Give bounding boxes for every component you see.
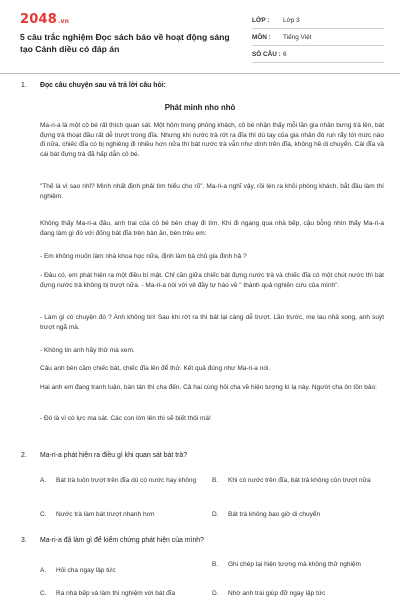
answer-option-c[interactable]	[40, 510, 200, 519]
document-meta	[252, 12, 384, 63]
option-letter: A.	[40, 477, 47, 484]
answer-option-a[interactable]	[40, 566, 200, 575]
story-paragraph: - Đâu có, em phát hiện ra một điều bí mật. Chỉ cần giữa chiếc bát đựng nước trà và chiếc đĩa có một chút nước thì bát đựng nước trà không bị trượt nữa. - Ma-ri-a nói với vẻ đầy tự hào về " thành quả nghiên cứu của mình".	[40, 272, 384, 289]
meta-key: SỐ CÂU :	[252, 50, 281, 58]
story-paragraph: Hai anh em đang tranh luận, bàn tán thì cha đến. Cả hai cùng hỏi cha về hiện tượng kì lạ này. Người cha ôn tồn bảo:	[40, 384, 377, 391]
question-prompt: Ma-ri-a đã làm gì để kiểm chứng phát hiện của mình?	[40, 537, 204, 544]
option-letter: B.	[212, 561, 219, 568]
document-title: 5 câu trắc nghiệm Đọc sách báo về hoạt động sáng tạo Cánh diều có đáp án	[20, 32, 230, 54]
meta-row-grade	[252, 12, 384, 29]
logo-main: 2048	[20, 12, 57, 27]
option-text: Ra nhà bếp và làm thí nghiệm với bát đĩa	[56, 590, 176, 597]
meta-row-subject	[252, 29, 384, 46]
story-paragraph: "Thế là vì sao nhỉ? Mình nhất định phải tìm hiểu cho rõ". Ma-ri-a nghĩ vậy, rồi lén ra khỏi phòng khách, bắt đầu làm thí nghiệm.	[40, 183, 384, 200]
answer-option-a[interactable]	[40, 476, 200, 485]
answer-option-d[interactable]	[212, 589, 372, 598]
question-prompt: Ma-ri-a phát hiện ra điều gì khi quan sát bát trà?	[40, 452, 188, 459]
meta-key: MÔN :	[252, 33, 271, 41]
question-prompt: Đọc câu chuyện sau và trả lời câu hỏi:	[40, 82, 166, 89]
logo-suffix: .vn	[57, 18, 70, 25]
meta-value: 6	[283, 50, 287, 58]
story-title: Phát minh nho nhỏ	[164, 103, 236, 112]
meta-value: Tiếng Việt	[283, 33, 312, 41]
option-letter: C.	[40, 511, 47, 518]
option-text: Nước trà làm bát trượt nhanh hơn	[56, 511, 155, 518]
question-number: 1.	[21, 82, 27, 89]
answer-option-c[interactable]	[40, 589, 200, 598]
option-text: Khi có nước trên đĩa, bát trà không còn trượt nữa	[228, 477, 371, 484]
meta-row-count	[252, 46, 384, 63]
meta-key: LỚP :	[252, 16, 270, 24]
site-logo[interactable]	[20, 12, 69, 27]
question-number: 2.	[21, 452, 27, 459]
story-paragraph: Cậu anh bèn cầm chiếc bát, chiếc đĩa lên để thử. Kết quả đúng như Ma-ri-a nói.	[40, 365, 271, 372]
answer-option-d[interactable]	[212, 510, 372, 519]
option-text: Hỏi cha ngay lập tức	[56, 567, 116, 574]
story-paragraph: Không thấy Ma-ri-a đâu, anh trai của cô bé bèn chạy đi tìm. Khi đi ngang qua nhà bếp, cậu bỗng nhìn thấy Ma-ri-a đang làm gì đó với đống bát đĩa trên bàn ăn, bèn trêu em:	[40, 220, 384, 237]
option-text: Bát trà luôn trượt trên đĩa dù có nước hay không	[56, 477, 197, 484]
meta-value: Lớp 3	[283, 16, 300, 24]
option-letter: D.	[212, 590, 219, 597]
option-text: Nhờ anh trai giúp đỡ ngay lập tức	[228, 590, 326, 597]
option-text: Bát trà không bao giờ di chuyển	[228, 511, 321, 518]
option-letter: D.	[212, 511, 219, 518]
story-paragraph: Ma-ri-a là một cô bé rất thích quan sát. Một hôm trong phòng khách, cô bé nhận thấy mỗi lần gia nhân bưng trà lên, bát đựng trà thoạt đầu rất dễ trượt trong đĩa. Nhưng khi nước trà rớt ra đĩa thì dù tay của gia nhân đó run rẩy tới mức nào đi nữa, chiếc đĩa có bị nghiêng đi nhiều hơn nữa thì bát nước trà vẫn như dính trên đĩa, không hề di chuyển. Cái đĩa và cái bát đựng trà đã hấp dẫn cô bé.	[40, 122, 384, 158]
question-number: 3.	[21, 537, 27, 544]
option-letter: C.	[40, 590, 47, 597]
answer-option-b[interactable]	[212, 476, 372, 485]
story-paragraph: - Không tin anh hãy thử mà xem.	[40, 347, 135, 354]
story-paragraph: - Đó là vì có lực ma sát. Các con lớn lên thì sẽ biết thôi mà!	[40, 415, 211, 422]
answer-option-b[interactable]	[212, 560, 372, 569]
option-letter: A.	[40, 567, 47, 574]
document-header	[0, 0, 400, 74]
option-letter: B.	[212, 477, 219, 484]
story-paragraph: - Em không muốn làm nhà khoa học nữa, định làm bà chủ gia đình hả ?	[40, 253, 247, 260]
option-text: Ghi chép lại hiện tượng mà không thử nghiệm	[228, 561, 361, 568]
story-paragraph: - Làm gì có chuyện đó ? Anh không tin! Sau khi rớt ra thì bát lại càng dễ trượt. Lần trước, mẹ lau nhà xong, anh suýt trượt ngã mà.	[40, 314, 384, 331]
